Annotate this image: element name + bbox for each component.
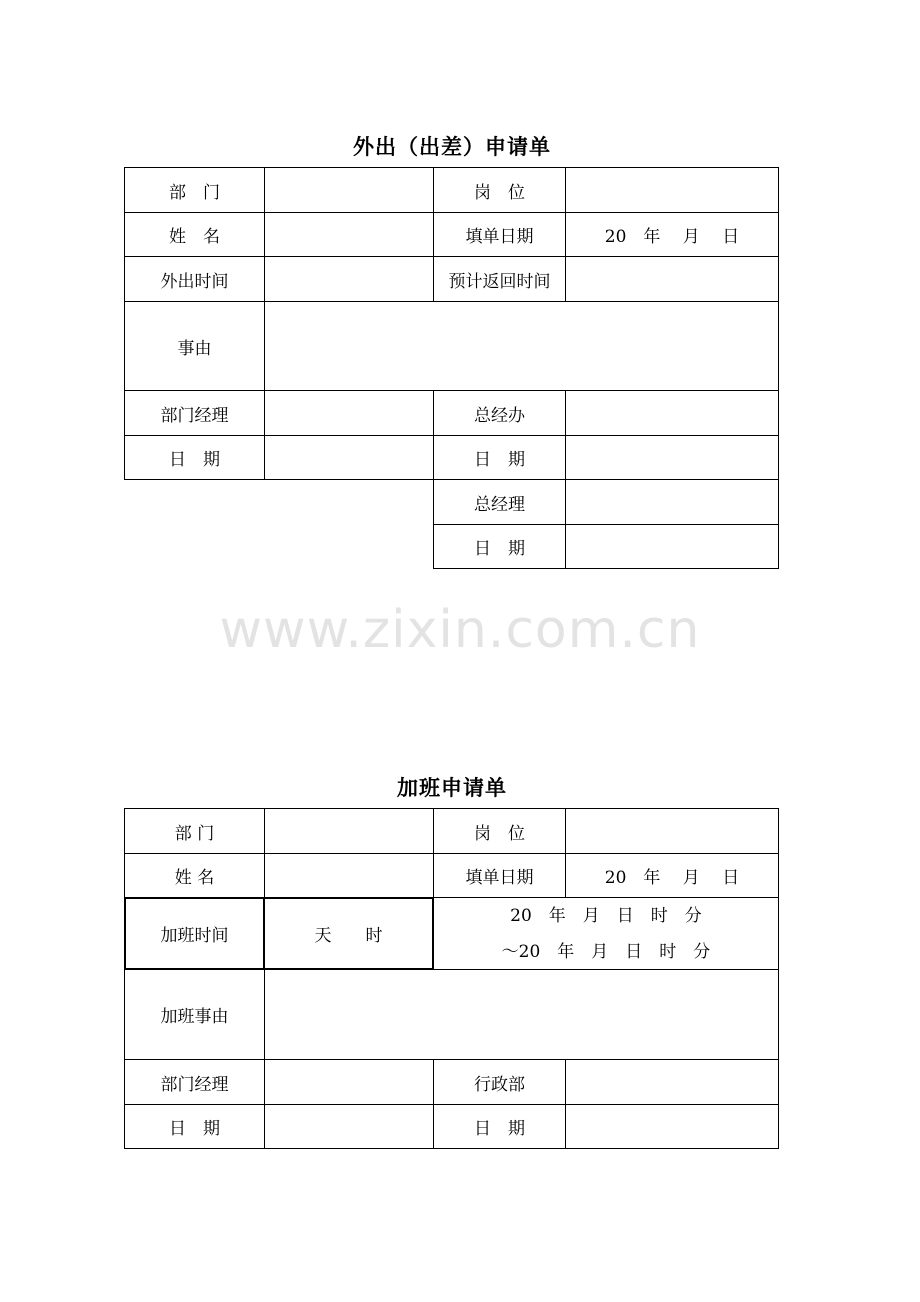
label-dept-manager: 部门经理 xyxy=(124,1059,265,1105)
field-overtime-duration[interactable]: 天 时 xyxy=(263,897,434,970)
field-dept-manager[interactable] xyxy=(264,1059,434,1105)
label-name: 姓 名 xyxy=(124,212,265,257)
watermark: www.zixin.com.cn xyxy=(219,600,701,660)
field-dept-manager[interactable] xyxy=(264,390,434,436)
label-admin: 行政部 xyxy=(433,1059,566,1105)
range-start: 20 年 月 日 时 分 xyxy=(510,905,702,926)
field-gm[interactable] xyxy=(565,479,779,525)
label-date-1: 日 期 xyxy=(124,435,265,480)
label-dept-manager: 部门经理 xyxy=(124,390,265,436)
field-overtime-range[interactable] xyxy=(433,897,779,970)
label-dept: 部 门 xyxy=(124,808,265,854)
label-name: 姓 名 xyxy=(124,853,265,898)
label-date-2: 日 期 xyxy=(433,435,566,480)
label-position: 岗 位 xyxy=(433,808,566,854)
label-gm: 总经理 xyxy=(433,479,566,525)
label-date-1: 日 期 xyxy=(124,1104,265,1149)
field-out-time[interactable] xyxy=(264,256,434,302)
label-date-2: 日 期 xyxy=(433,1104,566,1149)
field-name[interactable] xyxy=(264,212,434,257)
field-date-3[interactable] xyxy=(565,524,779,569)
form1-title: 外出（出差）申请单 xyxy=(353,135,551,159)
label-overtime-time: 加班时间 xyxy=(124,897,265,970)
field-date-2[interactable] xyxy=(565,435,779,480)
field-fill-date[interactable]: 20 年 月 日 xyxy=(565,212,779,257)
field-date-2[interactable] xyxy=(565,1104,779,1149)
field-admin[interactable] xyxy=(565,1059,779,1105)
field-overtime-reason[interactable] xyxy=(264,969,779,1060)
label-position: 岗 位 xyxy=(433,167,566,213)
field-name[interactable] xyxy=(264,853,434,898)
field-dept[interactable] xyxy=(264,808,434,854)
label-fill-date: 填单日期 xyxy=(433,853,566,898)
label-fill-date: 填单日期 xyxy=(433,212,566,257)
range-end: ～20 年 月 日 时 分 xyxy=(501,941,711,962)
label-out-time: 外出时间 xyxy=(124,256,265,302)
label-gm-office: 总经办 xyxy=(433,390,566,436)
field-reason[interactable] xyxy=(264,301,779,391)
label-dept: 部 门 xyxy=(124,167,265,213)
label-return-time: 预计返回时间 xyxy=(433,256,566,302)
form2-title: 加班申请单 xyxy=(397,776,507,800)
field-gm-office[interactable] xyxy=(565,390,779,436)
label-date-3: 日 期 xyxy=(433,524,566,569)
field-date-1[interactable] xyxy=(264,1104,434,1149)
field-dept[interactable] xyxy=(264,167,434,213)
field-position[interactable] xyxy=(565,808,779,854)
field-return-time[interactable] xyxy=(565,256,779,302)
label-reason: 事由 xyxy=(124,301,265,391)
label-overtime-reason: 加班事由 xyxy=(124,969,265,1060)
field-position[interactable] xyxy=(565,167,779,213)
field-fill-date[interactable]: 20 年 月 日 xyxy=(565,853,779,898)
field-date-1[interactable] xyxy=(264,435,434,480)
